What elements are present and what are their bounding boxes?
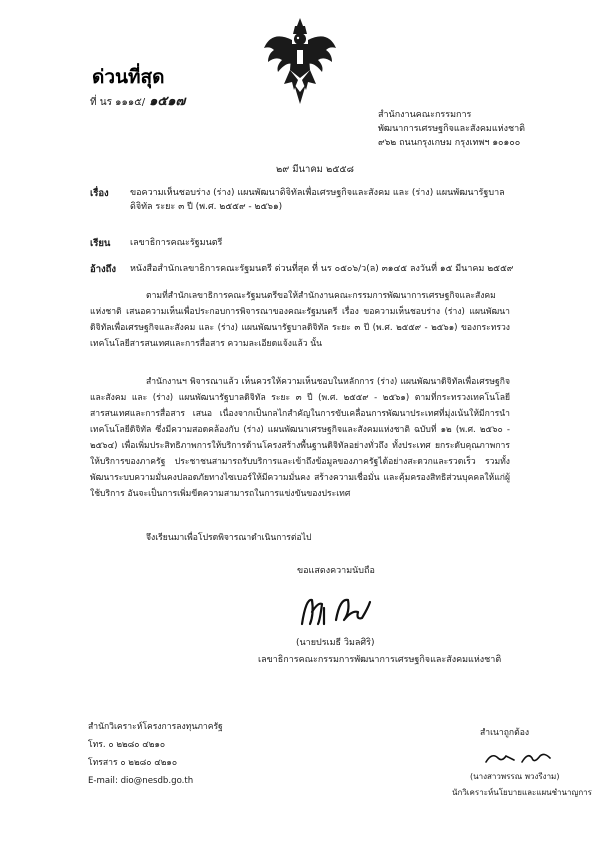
agency-address [378,108,525,150]
subject-label: เรื่อง [90,188,109,199]
recipient-label: เรียน [90,238,111,249]
garuda-emblem-icon [262,18,338,104]
office-tel: โทร. ๐ ๒๒๘๐ ๔๒๑๐ [88,740,166,750]
body-paragraph-2: สำนักงานฯ พิจารณาแล้ว เห็นควรให้ความเห็นชอบในหลักการ (ร่าง) แผนพัฒนาดิจิทัลเพื่อเศรษฐกิจและสังคม และ (ร่าง) แผนพัฒนารัฐบาลดิจิทัล ระยะ ๓ ปี (พ.ศ. ๒๕๕๙ - ๒๕๖๑) ตามที่กระทรวงเทคโนโลยีสารสนเทศและการสื่อสาร เสนอ เนื่องจากเป็นกลไกสำคัญในการขับเคลื่อนการพัฒนาประเทศที่มุ่งเน้นให้มีการนำเทคโนโลยีดิจิทัล ซึ่งมีความสอดคล้องกับ (ร่าง) แผนพัฒนาเศรษฐกิจและสังคมแห่งชาติ ฉบับที่ ๑๒ (พ.ศ. ๒๕๖๐ - ๒๕๖๔) เพื่อเพิ่มประสิทธิภาพการให้บริการด้านโครงสร้างพื้นฐานดิจิทัลอย่างทั่วถึง ทั้งประเทศ ยกระดับคุณภาพการให้บริการของภาครัฐ ประชาชนสามารถรับบริการและเข้าถึงข้อมูลของภาครัฐได้อย่างสะดวกและรวดเร็ว รวมทั้งพัฒนาระบบความมั่นคงปลอดภัยทางไซเบอร์ให้มีความมั่นคง สร้างความเชื่อมั่น และคุ้มครองสิทธิส่วนบุคคลให้แก่ผู้ใช้บริการ อันจะเป็นการเพิ่มขีดความสามารถในการแข่งขันของประเทศ [90,377,510,499]
certifier-signature [484,748,554,768]
office-email: E-mail: dio@nesdb.go.th [88,776,194,786]
office-fax: โทรสาร ๐ ๒๒๘๐ ๔๒๑๐ [88,758,178,768]
document-number [90,90,185,111]
body-paragraph-3: จึงเรียนมาเพื่อโปรดพิจารณาดำเนินการต่อไป [146,533,312,543]
recipient-text: เลขาธิการคณะรัฐมนตรี [130,238,223,248]
contact-footer [88,718,223,790]
agency-line: พัฒนาการเศรษฐกิจและสังคมแห่งชาติ [378,124,525,134]
subject-text [130,186,505,214]
certifier-name: (นางสาวพรรณ พวงรีงาม) [470,772,560,781]
certifier-position: นักวิเคราะห์นโยบายและแผนชำนาญการ [452,788,592,797]
document-date: ๒๙ มีนาคม ๒๕๕๘ [276,164,354,175]
reference-label: อ้างถึง [90,264,117,275]
closing-phrase: ขอแสดงความนับถือ [297,566,375,576]
reference-text: หนังสือสำนักเลขาธิการคณะรัฐมนตรี ด่วนที่สุด ที่ นร ๐๕๐๖/ว(ล) ๓๑๔๕ ลงวันที่ ๑๕ มีนาคม ๒๕๕๙ [130,264,514,274]
subject-line: ดิจิทัล ระยะ ๓ ปี (พ.ศ. ๒๕๕๙ - ๒๕๖๑) [130,202,283,212]
agency-line: สำนักงานคณะกรรมการ [378,110,472,120]
agency-line: ๙๖๒ ถนนกรุงเกษม กรุงเทพฯ ๑๐๑๐๐ [378,138,521,148]
subject-line: ขอความเห็นชอบร่าง (ร่าง) แผนพัฒนาดิจิทัลเพื่อเศรษฐกิจและสังคม และ (ร่าง) แผนพัฒนารัฐบาล [130,188,505,198]
urgency-stamp: ด่วนที่สุด [92,66,165,88]
document-number-prefix: ที่ นร ๑๑๑๕/ [90,97,146,108]
certified-copy-label: สำเนาถูกต้อง [480,728,530,738]
signatory-name: (นายปรเมธี วิมลศิริ) [296,638,375,648]
document-number-handwritten: ๑๕๑๗ [149,94,186,109]
office-name: สำนักวิเคราะห์โครงการลงทุนภาครัฐ [88,722,223,732]
body-paragraph-1: ตามที่สำนักเลขาธิการคณะรัฐมนตรีขอให้สำนักงานคณะกรรมการพัฒนาการเศรษฐกิจและสังคมแห่งชาติ เสนอความเห็นเพื่อประกอบการพิจารณาของคณะรัฐมนตรี เรื่อง ขอความเห็นชอบร่าง (ร่าง) แผนพัฒนาดิจิทัลเพื่อเศรษฐกิจและสังคม และ (ร่าง) แผนพัฒนารัฐบาลดิจิทัล ระยะ ๓ ปี (พ.ศ. ๒๕๕๙ - ๒๕๖๑) ของกระทรวงเทคโนโลยีสารสนเทศและการสื่อสาร ความละเอียดแจ้งแล้ว นั้น [90,291,510,349]
handwritten-signature [296,590,376,630]
signatory-position: เลขาธิการคณะกรรมการพัฒนาการเศรษฐกิจและสังคมแห่งชาติ [258,655,502,665]
